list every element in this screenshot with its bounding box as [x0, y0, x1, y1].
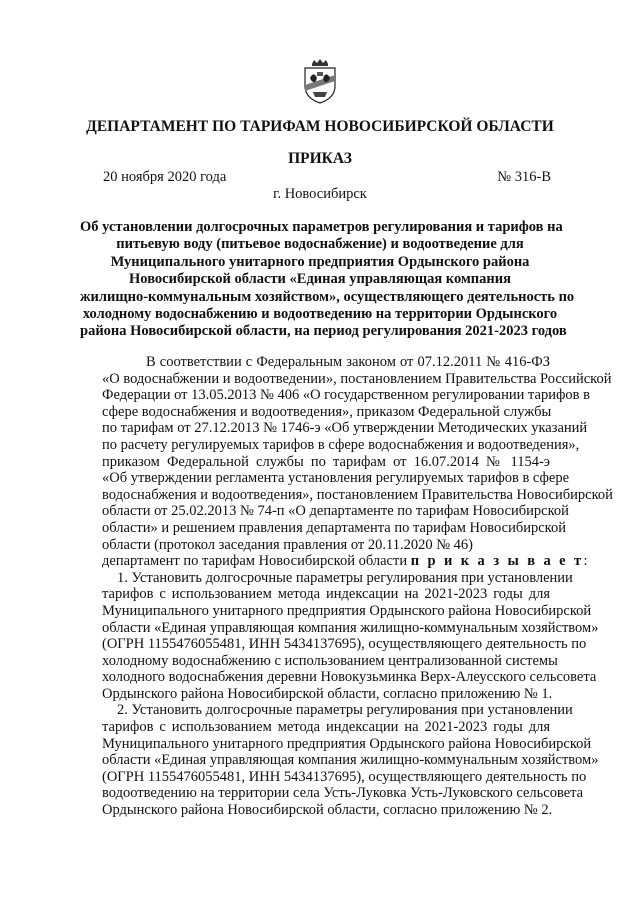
- item-1-line: области «Единая управляющая компания жилищно-коммунальным хозяйством»: [102, 619, 599, 636]
- preamble-line: водоснабжения и водоотведения», постановлением Правительства Новосибирской: [102, 486, 613, 503]
- item-2-line: тарифов с использованием метода индексации на 2021-2023 годы для: [102, 719, 550, 736]
- preamble-line: «О водоснабжении и водоотведении», постановлением Правительства Российской: [102, 370, 612, 387]
- preamble-line: области (протокол заседания правления от 20.11.2020 № 46): [102, 536, 473, 553]
- subject-line: Об установлении долгосрочных параметров регулирования и тарифов на: [80, 219, 563, 235]
- order-number: № 316-В: [497, 169, 551, 185]
- item-1-line: Ордынского района Новосибирской области, согласно приложению № 1.: [102, 685, 553, 702]
- preamble-line: «Об утверждении регламента установления регулируемых тарифов в сфере: [102, 470, 570, 487]
- order-body: [102, 354, 613, 819]
- subject-line: района Новосибирской области, на период регулирования 2021-2023 годов: [80, 323, 567, 340]
- department-name: ДЕПАРТАМЕНТ ПО ТАРИФАМ НОВОСИБИРСКОЙ ОБЛАСТИ: [86, 118, 554, 135]
- subject-line: холодному водоснабжению и водоотведению на территории Ордынского: [82, 306, 558, 323]
- preamble-line: В соответствии с Федеральным законом от 07.12.2011 № 416-ФЗ: [146, 354, 550, 370]
- preamble-line: Федерации от 13.05.2013 № 406 «О государственном регулировании тарифов в: [102, 387, 590, 404]
- resolution-prefix: департамент по тарифам Новосибирской области: [102, 553, 411, 570]
- item-1-line: тарифов с использованием метода индексации на 2021-2023 годы для: [102, 586, 550, 603]
- item-1-line: Муниципального унитарного предприятия Ордынского района Новосибирской: [102, 602, 592, 619]
- subject-line: питьевую воду (питьевое водоснабжение) и водоотведение для: [116, 236, 524, 253]
- preamble-line: по расчету регулируемых тарифов в сфере водоснабжения и водоотведения»,: [102, 436, 580, 453]
- item-1-line: 1. Установить долгосрочные параметры регулирования при установлении: [117, 569, 573, 586]
- item-1-line: холодного водоснабжения деревни Новокузьминка Верх-Алеусского сельсовета: [102, 669, 597, 686]
- item-2-line: (ОГРН 1155476055481, ИНН 5434137695), осуществляющего деятельность по: [102, 768, 587, 785]
- subject-line: жилищно-коммунальным хозяйством», осуществляющего деятельность по: [80, 288, 575, 305]
- subject-line: Новосибирской области «Единая управляющая компания: [129, 271, 511, 288]
- preamble-line: области от 25.02.2013 № 74-п «О департаменте по тарифам Новосибирской: [102, 503, 569, 520]
- order-title: ПРИКАЗ: [288, 150, 352, 167]
- resolution-verb: п р и к а з ы в а е т: [410, 553, 584, 570]
- resolution-suffix: :: [583, 553, 588, 570]
- resolution-line: [102, 553, 588, 570]
- coat-of-arms-icon: [301, 58, 339, 104]
- item-1-line: холодному водоснабжению с использованием централизованной системы: [102, 652, 558, 669]
- subject-line: Муниципального унитарного предприятия Ордынского района: [110, 253, 530, 270]
- item-2-line: 2. Установить долгосрочные параметры регулирования при установлении: [117, 702, 573, 719]
- preamble-line: сфере водоснабжения и водоотведения», приказом Федеральной службы: [102, 403, 552, 420]
- preamble-line: области» и решением правления департамента по тарифам Новосибирской: [102, 519, 566, 536]
- item-2-line: Ордынского района Новосибирской области, согласно приложению № 2.: [102, 802, 553, 819]
- order-date: 20 ноября 2020 года: [103, 169, 227, 185]
- order-subject: [80, 219, 575, 341]
- item-2-line: Муниципального унитарного предприятия Ордынского района Новосибирской: [102, 735, 592, 752]
- preamble-line: приказом Федеральной службы по тарифам от 16.07.2014 № 1154-э: [102, 453, 550, 470]
- item-2-line: области «Единая управляющая компания жилищно-коммунальным хозяйством»: [102, 752, 599, 769]
- city: г. Новосибирск: [273, 186, 367, 202]
- item-2-line: водоотведению на территории села Усть-Луковка Усть-Луковского сельсовета: [102, 785, 584, 802]
- item-1-line: (ОГРН 1155476055481, ИНН 5434137695), осуществляющего деятельность по: [102, 636, 587, 653]
- preamble-line: по тарифам от 27.12.2013 № 1746-э «Об утверждении Методических указаний: [102, 420, 588, 437]
